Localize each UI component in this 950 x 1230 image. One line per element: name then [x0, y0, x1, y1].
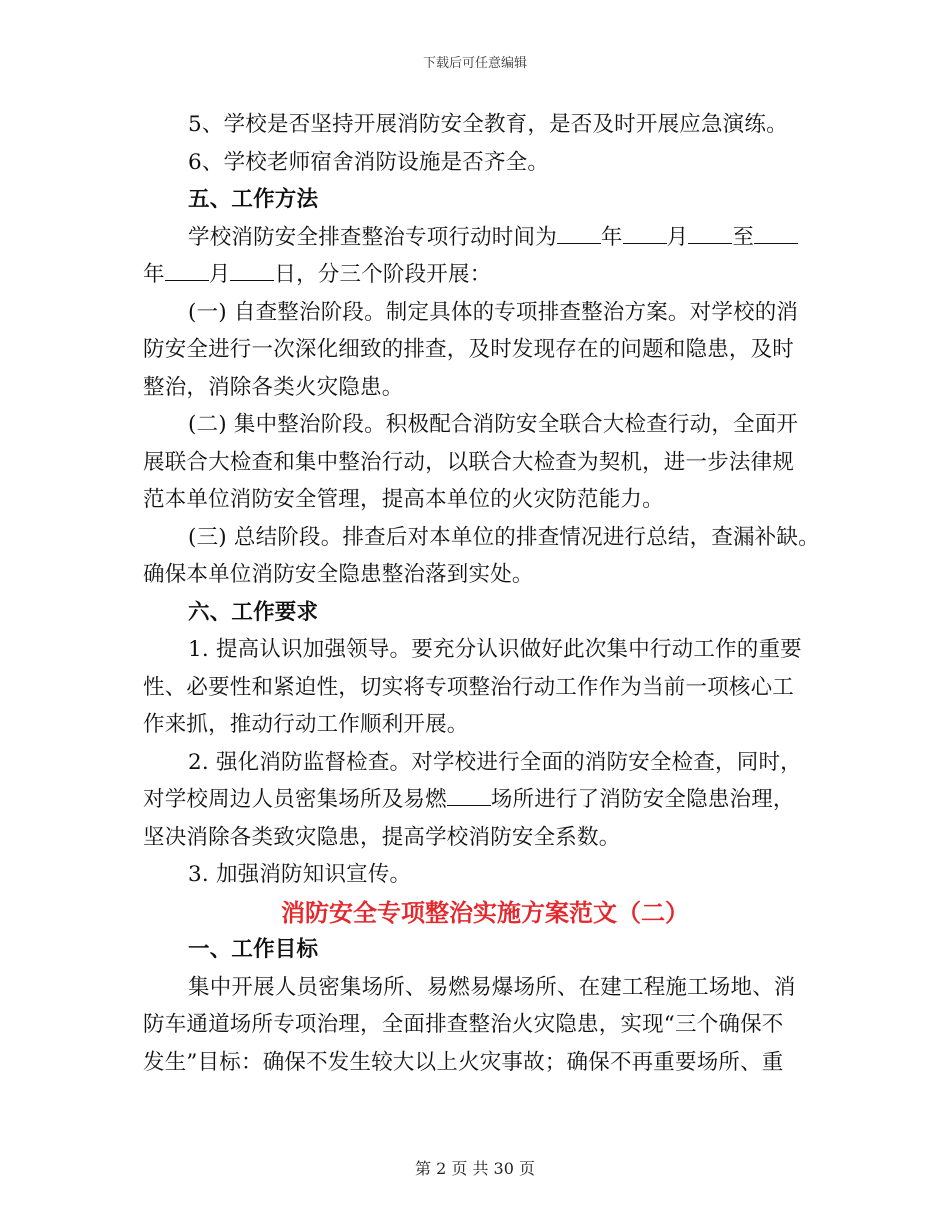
section-heading: 一、工作目标 [188, 937, 319, 962]
text-line: 集中开展人员密集场所、易燃易爆场所、在建工程施工场地、消 [188, 974, 796, 1000]
fill-blank [557, 225, 601, 244]
text-line: 3. 加强消防知识宣传。 [188, 862, 412, 887]
page-number: 第 2 页 共 30 页 [415, 1159, 535, 1178]
text-line: 整治，消除各类火灾隐患。 [143, 374, 404, 400]
page-header-note: 下载后可任意编辑 [422, 56, 527, 71]
fill-blank [688, 225, 732, 244]
text-fragment: 对学校周边人员密集场所及易燃 [143, 787, 447, 812]
text-line: 1. 提高认识加强领导。要充分认识做好此次集中行动工作的重要 [188, 637, 802, 662]
text-line: 5、学校是否坚持开展消防安全教育，是否及时开展应急演练。 [188, 112, 788, 137]
text-line: 坚决消除各类致灾隐患，提高学校消防安全系数。 [143, 824, 621, 850]
fill-blank [447, 787, 491, 806]
text-line-with-blanks [143, 219, 805, 257]
text-line: (一) 自查整治阶段。制定具体的专项排查整治方案。对学校的消 [188, 299, 799, 325]
text-line: 2. 强化消防监督检查。对学校进行全面的消防安全检查，同时， [188, 749, 802, 775]
text-line: 范本单位消防安全管理，提高本单位的火灾防范能力。 [143, 487, 664, 512]
text-line-with-blanks [143, 256, 805, 294]
text-fragment: 年 [143, 262, 165, 287]
text-line: 作来抓，推动行动工作顺利开展。 [143, 712, 469, 737]
text-line: 确保本单位消防安全隐患整治落到实处。 [143, 562, 534, 587]
text-fragment: 月 [208, 262, 231, 287]
fill-blank [165, 262, 209, 281]
text-line: 发生”目标：确保不发生较大以上火灾事故；确保不再重要场所、重 [143, 1049, 784, 1075]
section-heading: 五、工作方法 [188, 187, 319, 212]
fill-blank [623, 225, 667, 244]
text-line: (二) 集中整治阶段。积极配合消防安全联合大检查行动，全面开 [188, 412, 799, 437]
text-line: 展联合大检查和集中整治行动，以联合大检查为契机，进一步法律规 [143, 449, 795, 475]
text-line-with-blanks [143, 781, 805, 819]
text-fragment: 场所进行了消防安全隐患治理， [490, 787, 795, 812]
text-line: (三) 总结阶段。排查后对本单位的排查情况进行总结，查漏补缺。 [188, 524, 820, 550]
text-line: 6、学校老师宿舍消防设施是否齐全。 [188, 149, 550, 175]
text-line: 防车通道场所专项治理，全面排查整治火灾隐患，实现“三个确保不 [143, 1012, 784, 1037]
section-heading: 六、工作要求 [188, 599, 319, 625]
text-fragment: 学校消防安全排查整治专项行动时间为 [188, 224, 557, 250]
fill-blank [754, 225, 798, 244]
text-fragment: 日，分三个阶段开展： [274, 262, 492, 287]
document-title: 消防安全专项整治实施方案范文（二） [281, 897, 689, 927]
text-fragment: 至 [732, 224, 755, 250]
text-line: 性、必要性和紧迫性，切实将专项整治行动工作作为当前一项核心工 [143, 674, 795, 700]
text-fragment: 月 [666, 224, 689, 250]
fill-blank [230, 262, 274, 281]
text-line: 防安全进行一次深化细致的排查，及时发现存在的问题和隐患，及时 [143, 337, 795, 362]
text-fragment: 年 [600, 224, 623, 250]
document-body [143, 106, 820, 1081]
